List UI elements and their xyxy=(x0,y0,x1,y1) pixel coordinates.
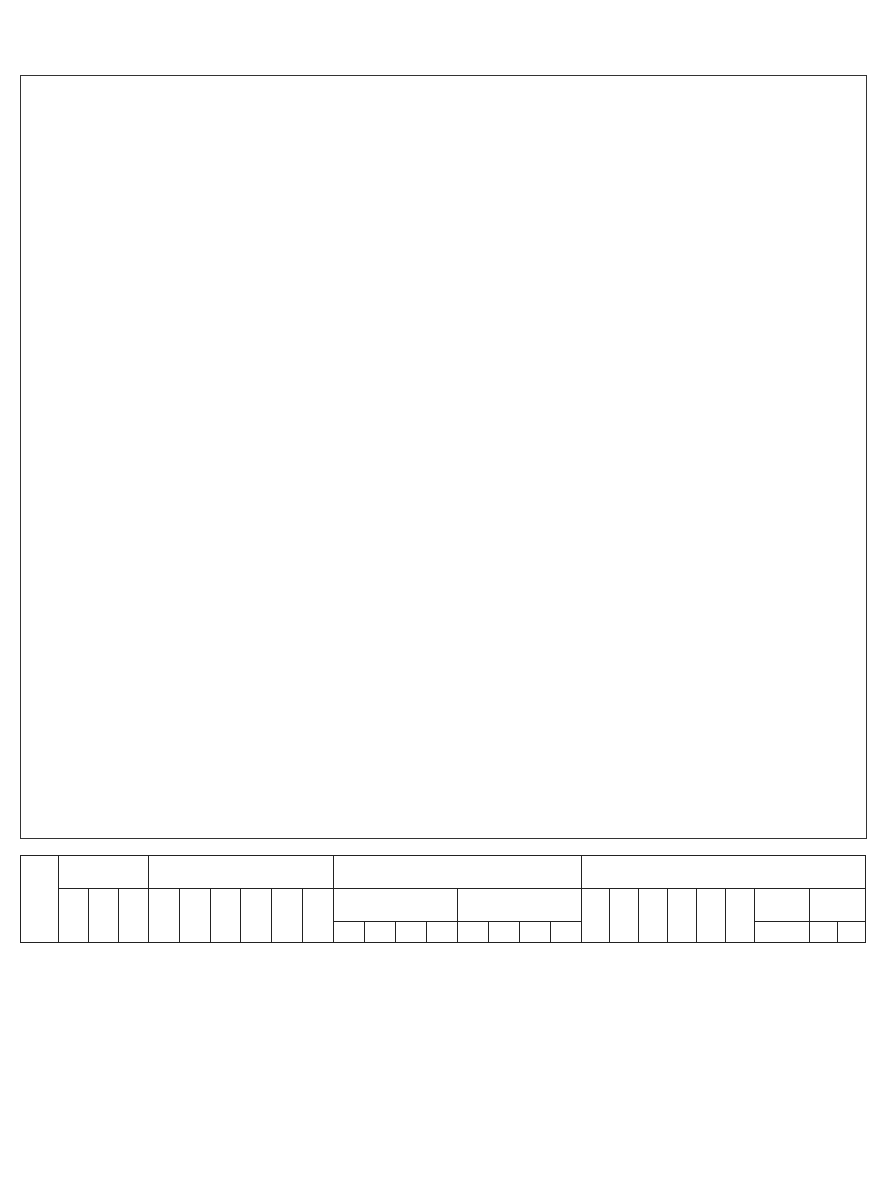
col-b1 xyxy=(365,922,396,943)
shaft-connection-header xyxy=(334,856,581,889)
col-B xyxy=(610,889,639,943)
input-shaft-header xyxy=(457,889,581,922)
col-c1 xyxy=(396,922,427,943)
installation-header xyxy=(148,856,334,889)
col-B0 xyxy=(210,889,241,943)
spec-table xyxy=(20,855,866,943)
col-R xyxy=(696,889,725,943)
col-A xyxy=(668,889,697,943)
direct-coupling-header xyxy=(810,889,866,922)
double-shaft-header xyxy=(754,889,810,922)
col-d2js6 xyxy=(457,922,488,943)
col-e2 xyxy=(550,922,581,943)
central-height-header xyxy=(59,856,149,889)
drawing-panels xyxy=(20,75,867,839)
col-A1 xyxy=(179,889,210,943)
col-H xyxy=(581,889,610,943)
col-L1 xyxy=(810,922,838,943)
col-H0 xyxy=(59,889,89,943)
col-A0 xyxy=(148,889,179,943)
col-L xyxy=(754,922,810,943)
col-d0 xyxy=(303,889,334,943)
col-h xyxy=(241,889,272,943)
col-e1 xyxy=(426,922,457,943)
col-L2 xyxy=(838,922,866,943)
output-shaft-header xyxy=(334,889,458,922)
col-H2 xyxy=(118,889,148,943)
col-c2 xyxy=(519,922,550,943)
col-b2 xyxy=(488,922,519,943)
col-Z xyxy=(725,889,754,943)
type-header xyxy=(21,856,59,943)
overall-header xyxy=(581,856,866,889)
col-W xyxy=(639,889,668,943)
col-H1 xyxy=(88,889,118,943)
col-d1js6 xyxy=(334,922,365,943)
col-n xyxy=(272,889,303,943)
